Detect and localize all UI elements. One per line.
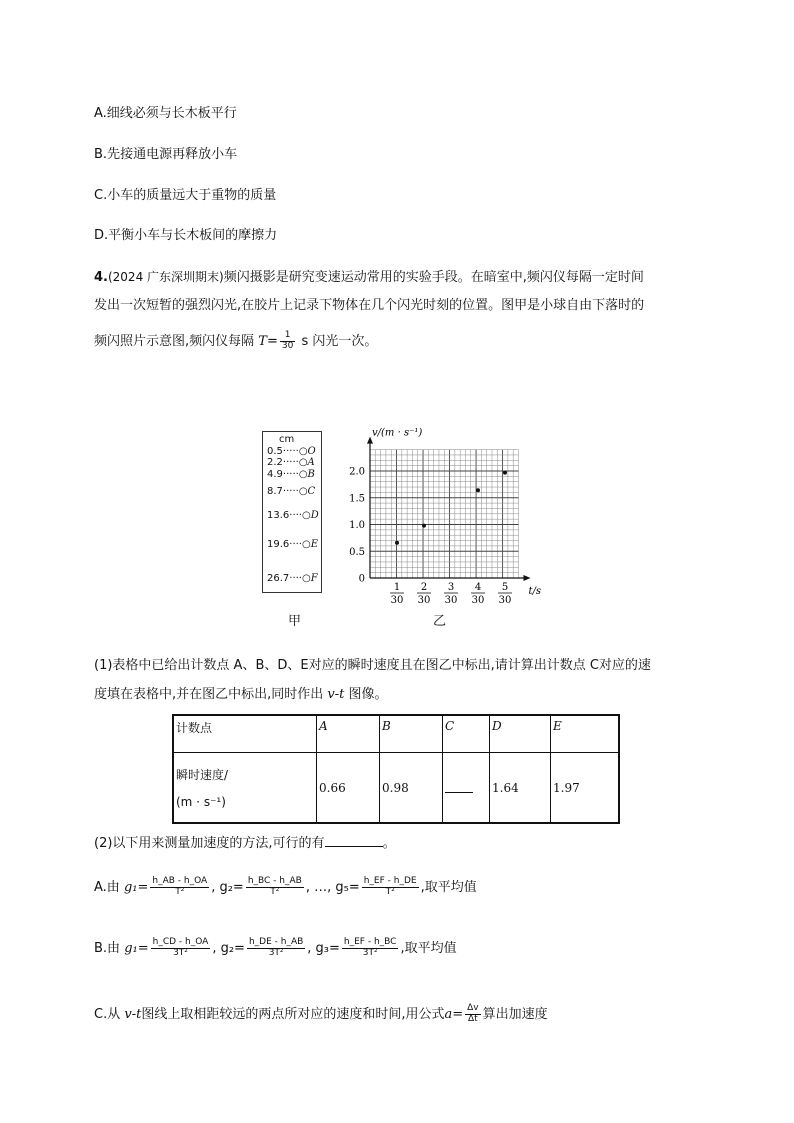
velocity-d: 1.64 [490, 753, 551, 824]
strip-point-a: 2.2·····○A [267, 457, 315, 468]
fraction-b1: $\frac{h\_CD - h\_OA}{\text{3T²}}$ [152, 937, 209, 958]
part1-line2-post: 图像。 [348, 687, 388, 702]
strip-point-d: 13.6····○D [267, 510, 319, 521]
part2-text-post: 。 [382, 836, 396, 851]
strip-point-f: 26.7····○F [267, 573, 318, 584]
x-tick-numerator: 2 [420, 582, 428, 593]
option-b-top [94, 143, 237, 162]
data-point [476, 488, 480, 492]
x-tick-numerator: 3 [447, 582, 455, 593]
fraction-a1: $\frac{h\_AB - h\_OA}{\text{T²}}$ [152, 876, 208, 897]
row-label-line2: (m · s⁻¹) [176, 795, 226, 809]
vt-symbol-c: v-t [124, 1007, 142, 1022]
velocity-table [172, 714, 620, 824]
data-point [422, 524, 426, 528]
data-point [395, 541, 399, 545]
fraction-a2: $\frac{h\_BC - h\_AB}{\text{T²}}$ [247, 876, 302, 897]
row-label-line1: 瞬时速度/ [176, 768, 229, 782]
figure-jia-caption: 甲 [288, 614, 302, 629]
question-text: 频闪摄影是研究变速运动常用的实验手段。在暗室中,频闪仪每隔一定时间 [223, 270, 644, 285]
figure-yi-caption: 乙 [433, 614, 447, 629]
x-axis-arrow-icon [524, 575, 531, 581]
question4-line2: 发出一次短暂的强烈闪光,在胶片上记录下物体在几个闪光时刻的位置。图甲是小球自由下落时的 [94, 298, 645, 313]
table-header-row [173, 715, 619, 753]
line3-post: s 闪光一次。 [301, 334, 378, 349]
velocity-c[interactable] [445, 780, 473, 793]
strip-unit: cm [279, 434, 295, 445]
option-d-top [94, 224, 277, 243]
strobe-photo-strip [262, 431, 322, 593]
header-point-c: C [443, 715, 490, 753]
question-number: 4. [94, 270, 108, 285]
part1-line1: (1)表格中已给出计数点 A、B、D、E对应的瞬时速度且在图乙中标出,请计算出计数点 C对应的速 [94, 658, 651, 673]
x-tick-denominator: 30 [498, 595, 512, 606]
header-point-b: B [380, 715, 443, 753]
table-velocity-row [173, 753, 619, 824]
x-tick-denominator: 30 [444, 595, 458, 606]
data-point [503, 471, 507, 475]
option-c-top [94, 184, 276, 203]
method-option-a: A.由 g₁= $\frac{h\_AB - h\_OA}{\text{T²}}$ , g₂= $\frac{h\_BC - h\_AB}{\text{T²}}$ , …, g₅= $\frac{h\_EF - h\_DE}{\text{T²}}$ ,取平均值 [94, 876, 477, 897]
equals-sign: = [266, 334, 278, 349]
header-point-d: D [490, 715, 551, 753]
option-text: 平衡小车与长木板间的摩擦力 [108, 228, 278, 243]
y-tick-label: 2.0 [349, 466, 365, 478]
method-option-c: C.从 v-t图线上取相距较远的两点所对应的速度和时间,用公式a= $\frac{\Delta v}{\Delta t}$ 算出加速度 [94, 1003, 548, 1024]
header-point-e: E [551, 715, 620, 753]
part2-line [94, 832, 396, 851]
option-text: 小车的质量远大于重物的质量 [107, 188, 277, 203]
header-point-a: A [317, 715, 380, 753]
x-tick-denominator: 30 [390, 595, 404, 606]
strip-point-c: 8.7·····○C [267, 486, 316, 497]
y-tick-label: 1.0 [349, 520, 365, 531]
fraction-a3: $\frac{h\_EF - h\_DE}{\text{T²}}$ [363, 876, 417, 897]
part2-answer-blank[interactable] [325, 834, 383, 847]
fraction-b2: $\frac{h\_DE - h\_AB}{\text{3T²}}$ [248, 937, 304, 958]
option-text: 先接通电源再释放小车 [107, 147, 238, 162]
strip-point-e: 19.6····○E [267, 539, 319, 550]
option-letter: B. [94, 147, 108, 162]
question4-line3 [94, 330, 377, 352]
part2-text: (2)以下用来测量加速度的方法,可行的有 [94, 836, 325, 851]
fraction-numerator: 1 [280, 331, 295, 342]
y-axis-label: v/(m · s⁻¹) [372, 427, 423, 439]
fraction-denominator: 30 [281, 341, 294, 351]
question-source: (2024 广东深圳期末) [107, 270, 224, 284]
x-tick-denominator: 30 [471, 595, 485, 606]
option-letter: D. [94, 228, 109, 243]
y-tick-label: 0 [358, 573, 365, 585]
row-label [173, 753, 317, 824]
option-letter: A. [94, 106, 107, 121]
velocity-b: 0.98 [380, 753, 443, 824]
t-variable: T [258, 334, 267, 349]
velocity-a: 0.66 [317, 753, 380, 824]
vt-symbol: v-t [327, 687, 345, 702]
fraction-accel: $\frac{\Delta v}{\Delta t}$ [467, 1003, 479, 1024]
option-text: 细线必须与长木板平行 [106, 106, 237, 121]
question4-line1 [94, 266, 644, 285]
fraction-b3: $\frac{h\_EF - h\_BC}{\text{3T²}}$ [343, 937, 397, 958]
x-tick-numerator: 4 [474, 582, 482, 593]
option-letter: C. [94, 188, 108, 203]
part1-line2 [94, 683, 388, 702]
y-tick-label: 0.5 [349, 546, 365, 558]
part1-line2-pre: 度填在表格中,并在图乙中标出,同时作出 [94, 687, 324, 702]
y-tick-label: 1.5 [349, 493, 365, 505]
line3-pre: 频闪照片示意图,频闪仪每隔 [94, 334, 255, 349]
x-tick-denominator: 30 [417, 595, 431, 606]
period-fraction [280, 331, 295, 352]
velocity-c-blank[interactable] [443, 753, 490, 824]
strip-point-b: 4.9·····○B [267, 469, 315, 480]
x-axis-label: t/s [528, 586, 542, 597]
x-tick-numerator: 5 [501, 582, 509, 593]
velocity-e: 1.97 [551, 753, 620, 824]
strip-point-o: 0.5·····○O [267, 446, 316, 457]
method-option-b: B.由 g₁= $\frac{h\_CD - h\_OA}{\text{3T²}}$ , g₂= $\frac{h\_DE - h\_AB}{\text{3T²}}$ , g₃= $\frac{h\_EF - h\_BC}{\text{3T²}}$ ,取平均值 [94, 937, 457, 958]
option-a-top [94, 102, 237, 121]
header-label: 计数点 [173, 715, 317, 753]
vt-chart [340, 421, 542, 626]
x-tick-numerator: 1 [393, 582, 401, 593]
